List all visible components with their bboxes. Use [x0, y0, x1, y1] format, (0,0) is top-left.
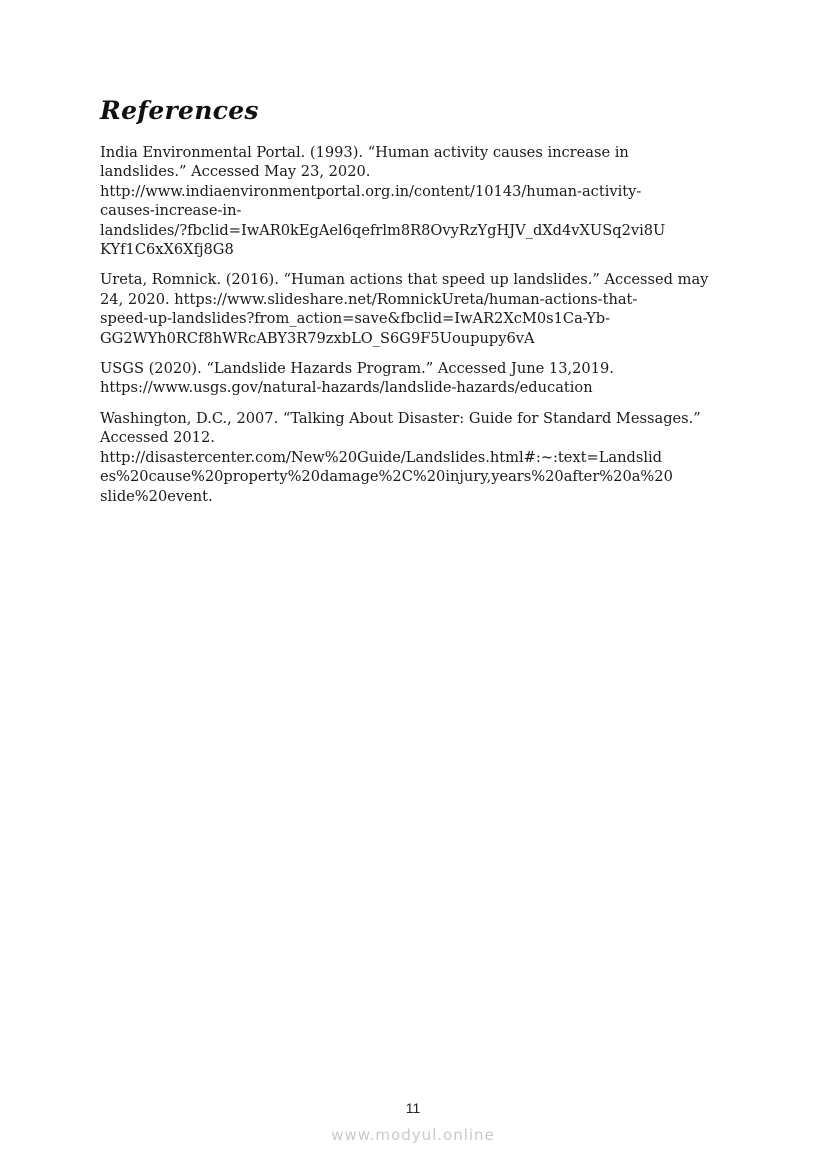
reference-url-line: speed-up-landslides?from_action=save&fbclid=IwAR2XcM0s1Ca-Yb- — [100, 310, 611, 328]
reference-line: Washington, D.C., 2007. “Talking About Disaster: Guide for Standard Messages.” — [100, 409, 701, 427]
reference-url-line: http://disastercenter.com/New%20Guide/Landslides.html#:~:text=Landslid — [100, 448, 663, 466]
reference-url-line: KYf1C6xX6Xfj8G8 — [100, 241, 234, 259]
reference-url-line: http://www.indiaenvironmentportal.org.in/content/10143/human-activity- — [100, 182, 642, 200]
page-title: References — [100, 96, 259, 125]
reference-url-line: es%20cause%20property%20damage%2C%20injury,years%20after%20a%20 — [100, 468, 673, 486]
reference-line: Accessed 2012. — [100, 429, 215, 447]
reference-url-line: causes-increase-in- — [100, 202, 242, 220]
reference-line: India Environmental Portal. (1993). “Human activity causes increase in — [100, 144, 629, 161]
watermark: www.modyul.online — [331, 1126, 495, 1144]
reference-url-line: slide%20event. — [100, 487, 213, 505]
reference-list — [100, 143, 740, 517]
reference-url-line: GG2WYh0RCf8hWRcABY3R79zxbLO_S6G9F5Uoupupy6vA — [100, 329, 535, 347]
reference-line: Ureta, Romnick. (2016). “Human actions that speed up landslides.” Accessed may — [100, 271, 709, 289]
reference-line: 24, 2020. https://www.slideshare.net/RomnickUreta/human-actions-that- — [100, 290, 638, 308]
reference-entry — [100, 359, 740, 398]
reference-line: landslides.” Accessed May 23, 2020. — [100, 163, 371, 181]
page-number: 11 — [405, 1100, 421, 1116]
reference-url-line: landslides/?fbclid=IwAR0kEgAel6qefrlm8R8OvyRzYgHJV_dXd4vXUSq2vi8U — [100, 221, 666, 239]
reference-entry — [100, 270, 740, 348]
reference-url-line: https://www.usgs.gov/natural-hazards/landslide-hazards/education — [100, 379, 593, 397]
reference-entry — [100, 143, 740, 259]
reference-line: USGS (2020). “Landslide Hazards Program.” Accessed June 13,2019. — [100, 360, 614, 378]
reference-entry — [100, 409, 740, 506]
